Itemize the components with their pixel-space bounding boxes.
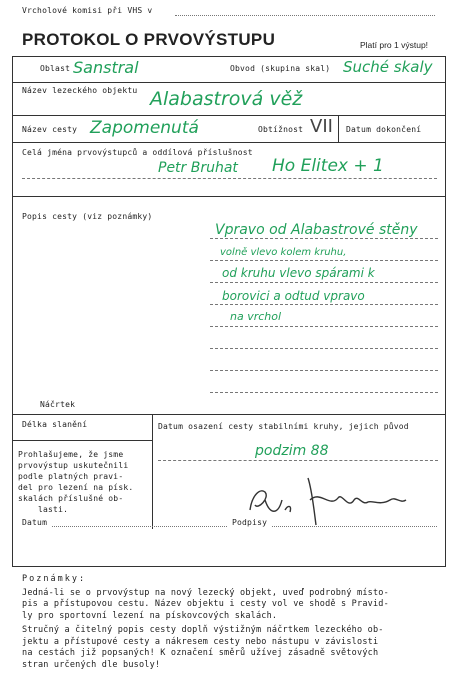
note-2-line-4: stran určených dle busoly! [22, 659, 161, 670]
popis-line-4: borovici a odtud vpravo [222, 289, 365, 303]
row-divider-3 [12, 142, 445, 143]
jmena-label: Celá jména prvovýstupců a oddílová příslušnost [22, 148, 253, 157]
notes-heading: Poznámky: [22, 574, 87, 584]
note-2-line-1: Stručný a čitelný popis cesty doplň výstižným náčrtkem lezeckého ob- [22, 625, 384, 635]
jmena-line-1 [22, 178, 437, 179]
prohlaseni-line-5: skalách příslušné ob- [18, 494, 124, 503]
datum-line [52, 526, 227, 527]
note-1-line-2: pis a přístupovou cestu. Název objektu i cesty vol ve shodě s Pravid- [22, 599, 389, 609]
popis-rule-6 [210, 348, 438, 349]
row-divider-5 [12, 414, 445, 415]
page-title: PROTOKOL O PRVOVÝSTUPU [22, 30, 276, 49]
popis-rule-2 [210, 260, 438, 261]
row-divider-2 [12, 115, 445, 116]
objekt-value: Alabastrová věž [150, 88, 303, 110]
validity-note: Platí pro 1 výstup! [360, 40, 429, 50]
popis-rule-3 [210, 282, 438, 283]
popis-line-2: volně vlevo kolem kruhu, [220, 247, 347, 258]
prohlaseni-line-2: prvovýstup uskutečnili [18, 461, 129, 470]
popis-label: Popis cesty (viz poznámky) [22, 212, 153, 221]
obvod-label: Obvod (skupina skal) [230, 64, 331, 73]
note-2-line-2: jektu a přístupové cesty a nákresem cesty nebo nástupu v závislosti [22, 636, 379, 647]
popis-line-1: Vpravo od Alabastrové stěny [215, 222, 418, 238]
cesta-label: Název cesty [22, 125, 78, 134]
notes-block [22, 574, 447, 671]
popis-rule-5 [210, 326, 438, 327]
header-top-dotted-line [175, 15, 435, 16]
obtiznost-divider [338, 115, 339, 142]
note-1-line-1: Jedná-li se o prvovýstup na nový lezecký objekt, uveď podrobný místo- [22, 587, 389, 598]
frame-top [12, 56, 445, 57]
header-top-line: Vrcholové komisi při VHS v [22, 6, 153, 15]
row-divider-4 [12, 196, 445, 197]
delka-label: Délka slanění [22, 420, 88, 429]
popis-line-5: na vrchol [230, 310, 282, 323]
prohlaseni-line-1: Prohlašujeme, že jsme [18, 450, 124, 459]
nacrtek-label: Náčrtek [40, 400, 76, 409]
jmena-value-2: Ho Elitex + 1 [272, 156, 384, 176]
popis-rule-1 [210, 238, 438, 239]
osazeni-rule-1 [158, 460, 438, 461]
podpisy-line [272, 526, 437, 527]
obtiznost-value: VII [310, 116, 333, 137]
frame-right [445, 56, 446, 567]
delka-underline [12, 440, 152, 441]
jmena-value-1: Petr Bruhat [158, 160, 238, 176]
obtiznost-label: Obtížnost [258, 125, 304, 134]
oblast-label: Oblast [40, 64, 71, 73]
row-divider-1 [12, 82, 445, 83]
popis-rule-4 [210, 304, 438, 305]
popis-line-3: od kruhu vlevo spárami k [222, 266, 375, 280]
popis-rule-8 [210, 392, 438, 393]
oblast-value: Sanstral [73, 58, 139, 77]
section-split [152, 414, 153, 529]
datum-label: Datum [22, 518, 48, 527]
popis-rule-7 [210, 370, 438, 371]
prohlaseni-line-3: podle platných pravi- [18, 472, 124, 481]
frame-left [12, 56, 13, 567]
prohlaseni-line-6: lasti. [38, 505, 69, 514]
podpisy-label: Podpisy [232, 518, 268, 527]
note-2-line-3: na cestách již popsaných! K označení směrů užívej zásadně světových [22, 648, 379, 658]
prohlaseni-line-4: del pro lezení na písk. [18, 483, 134, 492]
frame-bottom [12, 566, 445, 567]
obvod-value: Suché skaly [343, 58, 433, 76]
objekt-label: Název lezeckého objektu [22, 86, 138, 95]
datum-dokonceni-label: Datum dokončení [346, 125, 422, 134]
datum-osazeni-value: podzim 88 [255, 443, 329, 459]
note-1-line-3: ly pro sportovní lezení na pískovcových skalách. [22, 610, 278, 621]
cesta-value: Zapomenutá [90, 118, 199, 138]
datum-osazeni-label: Datum osazení cesty stabilními kruhy, jejich původ [158, 422, 409, 431]
